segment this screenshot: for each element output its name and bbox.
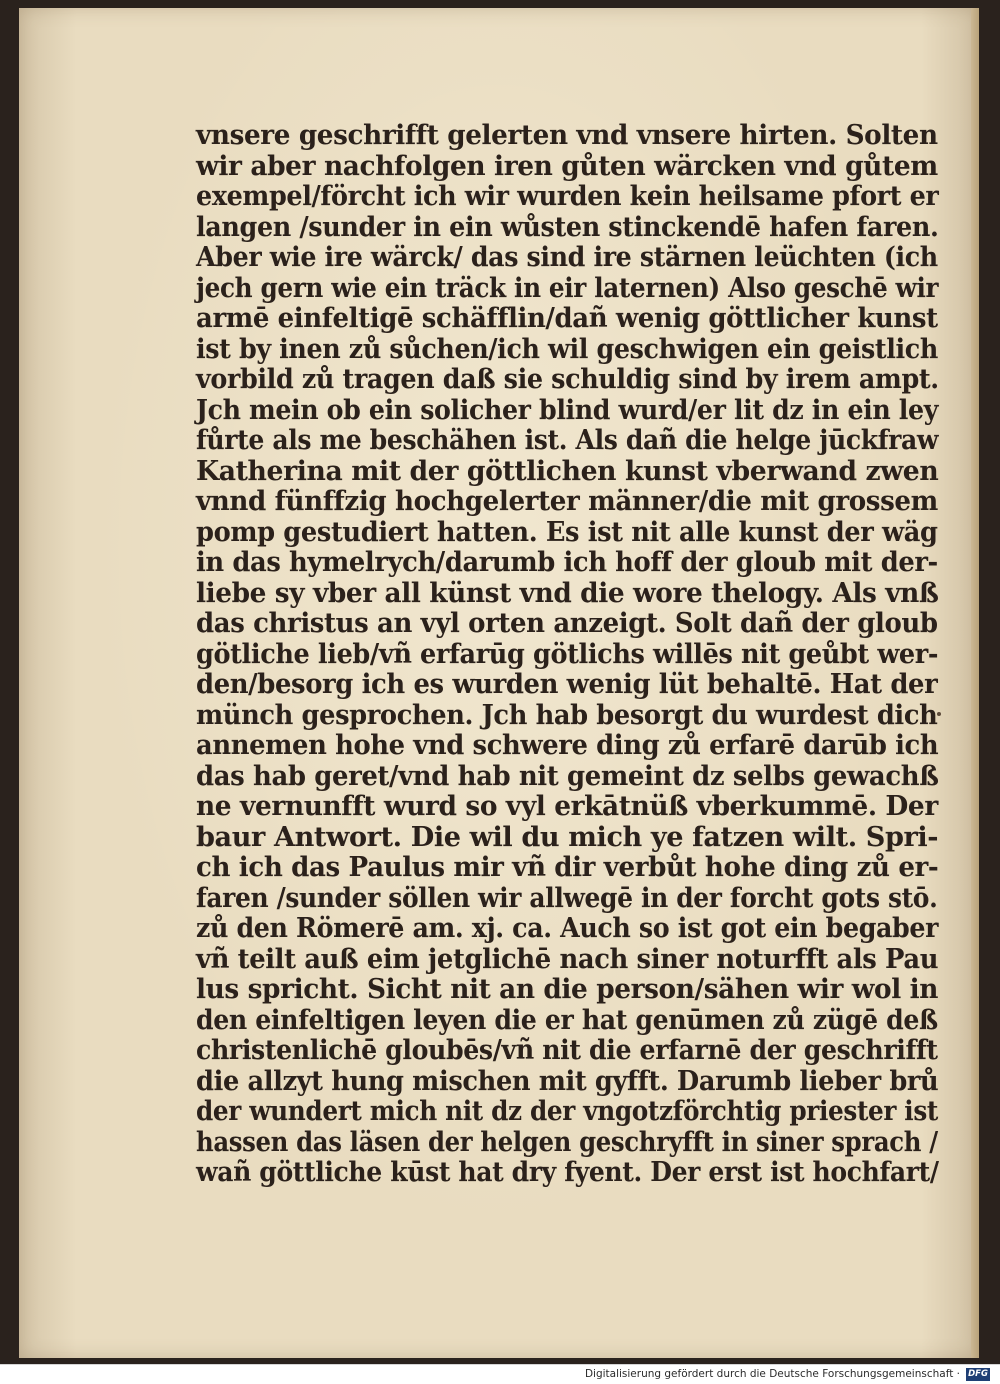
- text-line: vnnd fünffzig hochgelerter männer/die mit grossem: [196, 485, 938, 517]
- text-line: hassen das läsen der helgen geschryfft in siner sprach /: [196, 1125, 938, 1158]
- text-line: wir aber nachfolgen iren gůten wärcken vnd gůtem: [196, 149, 938, 182]
- text-line: die allzyt hung mischen mit gyfft. Darumb lieber brů: [196, 1064, 939, 1097]
- text-line: annemen hohe vnd schwere ding zů erfarē darūb ich: [196, 729, 939, 761]
- text-line: ch ich das Paulus mir vñ dir verbůt hohe ding zů er-: [196, 851, 939, 883]
- text-line: in das hymelrych/darumb ich hoff der gloub mit der-: [196, 546, 938, 578]
- text-line: Aber wie ire wärck/ das sind ire stärnen leüchten (ich: [196, 241, 938, 273]
- footer-bar: [0, 1364, 1000, 1384]
- text-line: das hab geret/vnd hab nit gemeint dz selbs gewachß: [196, 759, 939, 792]
- text-line: baur Antwort. Die wil du mich ye fatzen wilt. Spri-: [196, 820, 939, 853]
- text-line: lus spricht. Sicht nit an die person/sähen wir wol in: [196, 973, 939, 1005]
- text-line: zů den Römerē am. xj. ca. Auch so ist got ein begaber: [196, 912, 939, 944]
- text-line: liebe sy vber all künst vnd die wore thelogy. Als vnß: [196, 576, 939, 609]
- text-line: fůrte als me beschähen ist. Als dañ die helge jūckfraw: [196, 424, 939, 456]
- text-line: Katherina mit der göttlichen kunst vberwand zwen: [196, 454, 939, 487]
- text-line: ne vernunfft wurd so vyl erkātnüß vberkummē. Der: [196, 790, 938, 822]
- text-line: vnsere geschrifft gelerten vnd vnsere hirten. Solten: [196, 119, 938, 151]
- text-line: Jch mein ob ein solicher blind wurd/er lit dz in ein ley: [196, 393, 939, 426]
- text-line: jech gern wie ein träck in eir laternen) Also geschē wir: [196, 271, 939, 304]
- text-line: der wundert mich nit dz der vngotzförchtig priester ist: [196, 1095, 938, 1127]
- text-line: wañ göttliche kūst hat dry fyent. Der erst ist hochfart/: [196, 1156, 939, 1188]
- ink-speck: [937, 712, 941, 716]
- page-text: [196, 120, 938, 1188]
- text-line: armē einfeltigē schäfflin/dañ wenig göttlicher kunst: [196, 302, 938, 334]
- text-line: langen /sunder in ein wůsten stinckendē hafen faren.: [196, 210, 939, 243]
- text-line: faren /sunder söllen wir allwegē in der forcht gots stō.: [196, 881, 938, 914]
- text-line: götliche lieb/vñ erfarūg götlichs willēs nit geůbt wer-: [196, 637, 939, 670]
- text-line: pomp gestudiert hatten. Es ist nit alle kunst der wäg: [196, 515, 938, 548]
- text-line: münch gesprochen. Jch hab besorgt du wurdest dich: [196, 698, 938, 731]
- funding-credit: Digitalisierung gefördert durch die Deutsche Forschungsgemeinschaft ·: [584, 1368, 960, 1380]
- text-line: christenlichē gloubēs/vñ nit die erfarnē der geschrifft: [196, 1034, 938, 1066]
- page-edge: [971, 8, 979, 1358]
- dfg-logo: DFG: [966, 1368, 990, 1381]
- text-line: vñ teilt auß eim jetglichē nach siner noturfft als Pau: [196, 942, 939, 975]
- text-line: das christus an vyl orten anzeigt. Solt dañ der gloub: [196, 607, 938, 639]
- text-line: ist by inen zů sůchen/ich wil geschwigen ein geistlich: [196, 332, 938, 365]
- text-line: vorbild zů tragen daß sie schuldig sind by irem ampt.: [196, 363, 939, 395]
- text-line: den einfeltigen leyen die er hat genūmen zů zügē deß: [196, 1003, 938, 1036]
- text-line: exempel/förcht ich wir wurden kein heilsame pfort er: [196, 180, 939, 212]
- text-line: den/besorg ich es wurden wenig lüt behaltē. Hat der: [196, 668, 938, 700]
